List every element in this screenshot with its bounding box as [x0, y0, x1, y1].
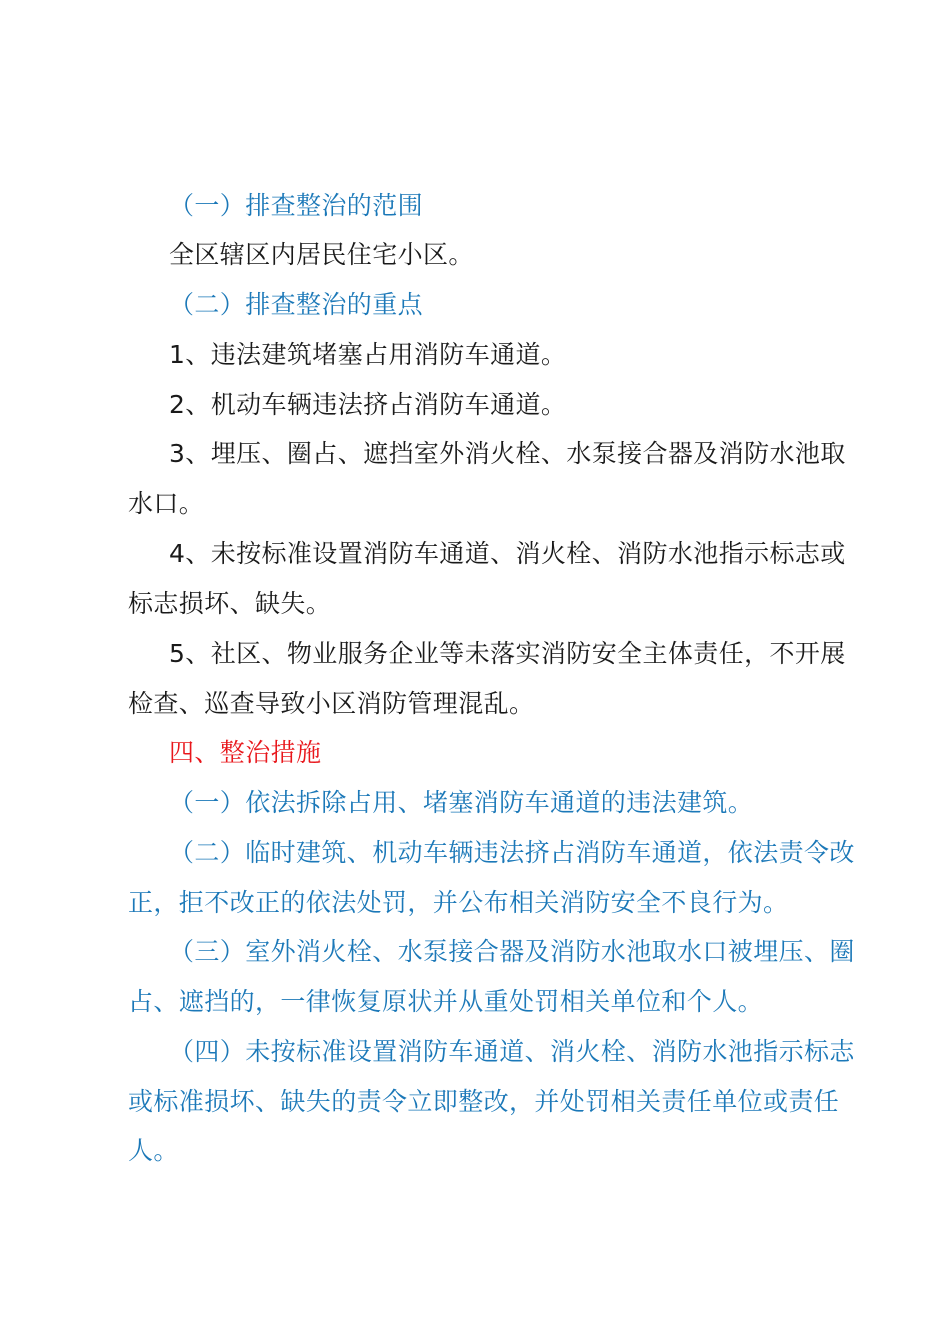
- measure-item-4: （四）未按标准设置消防车通道、消火栓、消防水池指示标志或标准损坏、缺失的责令立即整改，并处罚相关责任单位或责任人。: [128, 1037, 855, 1165]
- focus-item-3: 3、埋压、圈占、遮挡室外消火栓、水泵接合器及消防水池取水口。: [128, 439, 846, 518]
- scope-text: 全区辖区内居民住宅小区。: [169, 240, 474, 269]
- focus-item-2: 2、机动车辆违法挤占消防车通道。: [169, 390, 567, 419]
- measure-item-2: （二）临时建筑、机动车辆违法挤占消防车通道，依法责令改正，拒不改正的依法处罚，并公布相关消防安全不良行为。: [128, 838, 855, 917]
- measure-item-3: （三）室外消火栓、水泵接合器及消防水池取水口被埋压、圈占、遮挡的，一律恢复原状并从重处罚相关单位和个人。: [128, 937, 855, 1016]
- measure-item-1: （一）依法拆除占用、堵塞消防车通道的违法建筑。: [169, 788, 754, 817]
- section-heading-measures: 四、整治措施: [169, 738, 322, 767]
- focus-item-4: 4、未按标准设置消防车通道、消火栓、消防水池指示标志或标志损坏、缺失。: [128, 539, 846, 618]
- section-heading-focus: （二）排查整治的重点: [169, 290, 424, 319]
- focus-item-1: 1、违法建筑堵塞占用消防车通道。: [169, 340, 567, 369]
- focus-item-5: 5、社区、物业服务企业等未落实消防安全主体责任，不开展检查、巡查导致小区消防管理混乱。: [128, 639, 846, 718]
- section-heading-scope: （一）排查整治的范围: [169, 191, 424, 220]
